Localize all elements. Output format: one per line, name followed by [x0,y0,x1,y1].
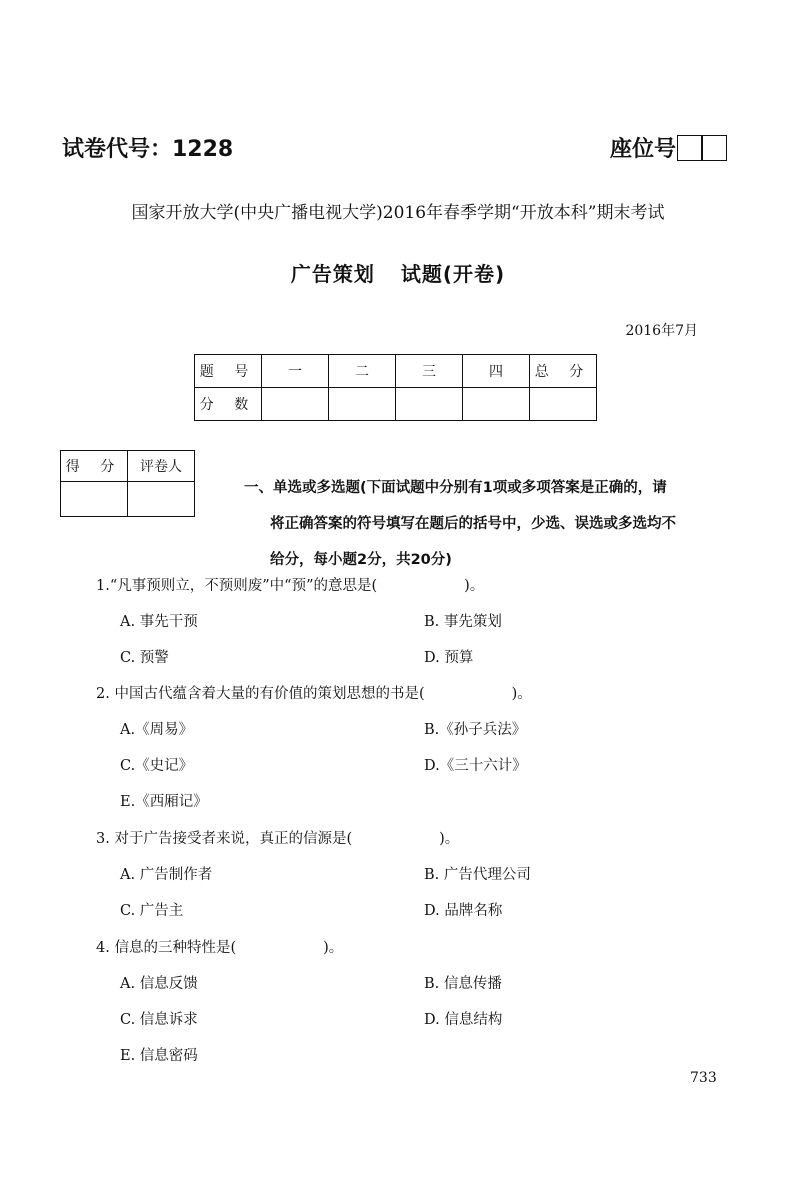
section-line: 一、单选或多选题(下面试题中分别有1项或多项答案是正确的，请 [244,480,667,496]
score-header-cell: 三 [396,355,463,388]
grader-name-label: 评卷人 [128,451,195,482]
score-header-cell: 一 [262,355,329,388]
seat-box [677,135,703,161]
question-option: C. 预警 [120,650,169,666]
exam-title [0,258,796,287]
question-option: B.《孙子兵法》 [424,722,527,738]
score-header-cell: 四 [463,355,530,388]
question-stem: 3. 对于广告接受者来说，真正的信源是( )。 [96,831,460,847]
score-table [194,354,597,421]
page-number: 733 [690,1070,717,1086]
score-cell [530,388,597,421]
question-stem: 1.“凡事预则立，不预则废”中“预”的意思是( )。 [96,578,485,594]
grader-score-label: 得 分 [61,451,128,482]
question-option: A. 事先干预 [120,614,198,630]
score-cell [329,388,396,421]
question-option: E.《西厢记》 [120,794,208,810]
score-header-cell: 题 号 [195,355,262,388]
question-option: A. 广告制作者 [120,867,213,883]
section-line: 给分，每小题2分，共20分) [270,552,452,568]
score-header-cell: 二 [329,355,396,388]
section-instructions [244,470,744,578]
seat-boxes [678,135,727,161]
exam-heading: 国家开放大学(中央广播电视大学)2016年春季学期“开放本科”期末考试 [131,203,665,223]
question-option: C. 广告主 [120,903,184,919]
question-option: A. 信息反馈 [120,976,198,992]
exam-code: 试卷代号：1228 [62,137,234,162]
question-option: B. 广告代理公司 [424,867,531,883]
question-option: C. 信息诉求 [120,1012,198,1028]
section-line: 将正确答案的符号填写在题后的括号中，少选、误选或多选均不 [270,516,676,532]
score-cell [262,388,329,421]
question-stem: 2. 中国古代蕴含着大量的有价值的策划思想的书是( )。 [96,686,532,702]
question-option: A.《周易》 [120,722,194,738]
exam-date: 2016年7月 [625,323,698,339]
score-cell [463,388,530,421]
seat-number [610,132,727,163]
course-name: 广告策划 [290,262,375,286]
score-cell [396,388,463,421]
question-option: B. 信息传播 [424,976,502,992]
question-stem: 4. 信息的三种特性是( )。 [96,940,344,956]
grader-cell [61,482,128,517]
question-option: D. 品牌名称 [424,903,503,919]
question-option: E. 信息密码 [120,1048,198,1064]
question-option: D. 信息结构 [424,1012,503,1028]
seat-box [701,135,727,161]
grader-cell [128,482,195,517]
score-header-cell: 总 分 [530,355,597,388]
question-option: C.《史记》 [120,758,194,774]
score-row-label: 分 数 [195,388,262,421]
seat-label: 座位号 [610,137,677,162]
question-option: B. 事先策划 [424,614,502,630]
exam-type: 试题(开卷) [400,262,506,286]
question-option: D. 预算 [424,650,474,666]
grader-table [60,450,195,517]
question-option: D.《三十六计》 [424,758,527,774]
